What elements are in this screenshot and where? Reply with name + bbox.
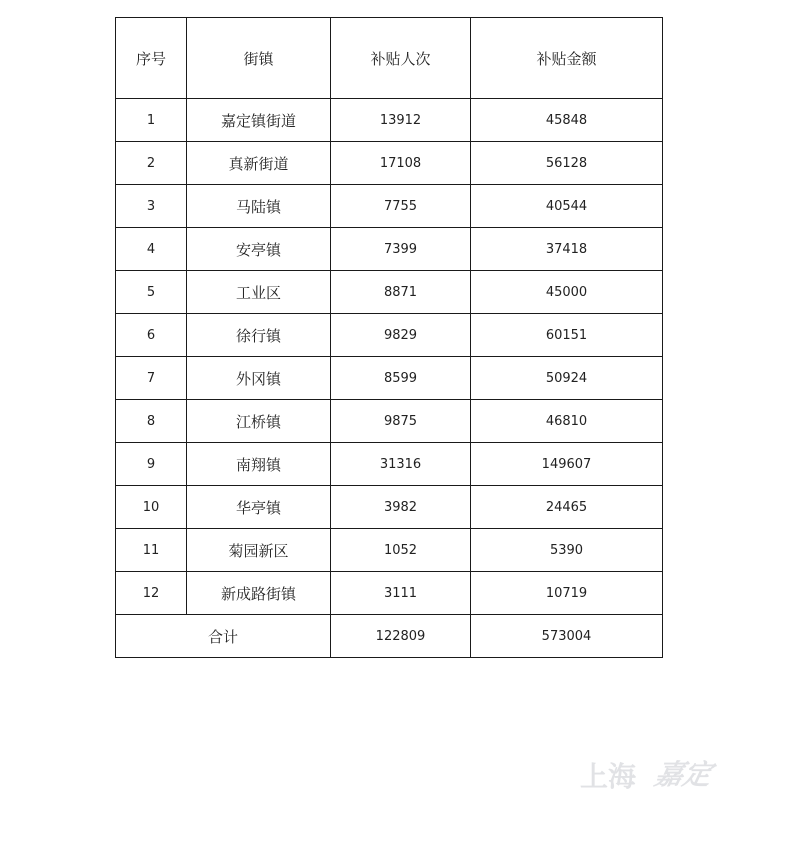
row-index: 11 [116, 529, 187, 572]
row-index: 7 [116, 357, 187, 400]
row-index: 12 [116, 572, 187, 615]
table-row [116, 443, 663, 486]
row-index: 6 [116, 314, 187, 357]
watermark-logo [580, 752, 730, 802]
table-row [116, 185, 663, 228]
row-amount: 10719 [471, 572, 663, 615]
total-amount: 573004 [471, 615, 663, 658]
header-amount: 补贴金额 [471, 18, 663, 99]
row-town: 工业区 [187, 271, 331, 314]
row-amount: 24465 [471, 486, 663, 529]
row-town: 嘉定镇街道 [187, 99, 331, 142]
table-row [116, 529, 663, 572]
total-row [116, 615, 663, 658]
table-row [116, 572, 663, 615]
row-count: 8599 [331, 357, 471, 400]
row-amount: 56128 [471, 142, 663, 185]
header-town: 街镇 [187, 18, 331, 99]
row-count: 17108 [331, 142, 471, 185]
row-index: 2 [116, 142, 187, 185]
table-row [116, 314, 663, 357]
row-amount: 46810 [471, 400, 663, 443]
row-town: 新成路街镇 [187, 572, 331, 615]
row-town: 华亭镇 [187, 486, 331, 529]
row-index: 4 [116, 228, 187, 271]
row-count: 7755 [331, 185, 471, 228]
row-town: 马陆镇 [187, 185, 331, 228]
row-town: 徐行镇 [187, 314, 331, 357]
row-index: 8 [116, 400, 187, 443]
watermark-text-right: 嘉定 [651, 757, 715, 791]
table-row [116, 228, 663, 271]
total-count: 122809 [331, 615, 471, 658]
row-amount: 37418 [471, 228, 663, 271]
row-town: 南翔镇 [187, 443, 331, 486]
header-index: 序号 [116, 18, 187, 99]
table-row [116, 99, 663, 142]
row-count: 31316 [331, 443, 471, 486]
row-count: 13912 [331, 99, 471, 142]
row-index: 1 [116, 99, 187, 142]
row-amount: 40544 [471, 185, 663, 228]
row-count: 3982 [331, 486, 471, 529]
row-town: 真新街道 [187, 142, 331, 185]
table-row [116, 357, 663, 400]
row-town: 菊园新区 [187, 529, 331, 572]
row-town: 外冈镇 [187, 357, 331, 400]
row-amount: 45000 [471, 271, 663, 314]
row-count: 9875 [331, 400, 471, 443]
row-town: 安亭镇 [187, 228, 331, 271]
total-label: 合计 [116, 615, 331, 658]
table-row [116, 400, 663, 443]
row-count: 9829 [331, 314, 471, 357]
row-amount: 45848 [471, 99, 663, 142]
table-row [116, 142, 663, 185]
row-town: 江桥镇 [187, 400, 331, 443]
table-row [116, 271, 663, 314]
row-amount: 60151 [471, 314, 663, 357]
table-header-row [116, 18, 663, 99]
watermark-text-left: 上海 [580, 760, 637, 793]
row-count: 3111 [331, 572, 471, 615]
row-index: 10 [116, 486, 187, 529]
row-amount: 50924 [471, 357, 663, 400]
table-row [116, 486, 663, 529]
row-index: 9 [116, 443, 187, 486]
row-index: 3 [116, 185, 187, 228]
header-count: 补贴人次 [331, 18, 471, 99]
row-amount: 149607 [471, 443, 663, 486]
row-count: 8871 [331, 271, 471, 314]
row-count: 1052 [331, 529, 471, 572]
row-count: 7399 [331, 228, 471, 271]
row-amount: 5390 [471, 529, 663, 572]
subsidy-table [115, 17, 663, 658]
row-index: 5 [116, 271, 187, 314]
